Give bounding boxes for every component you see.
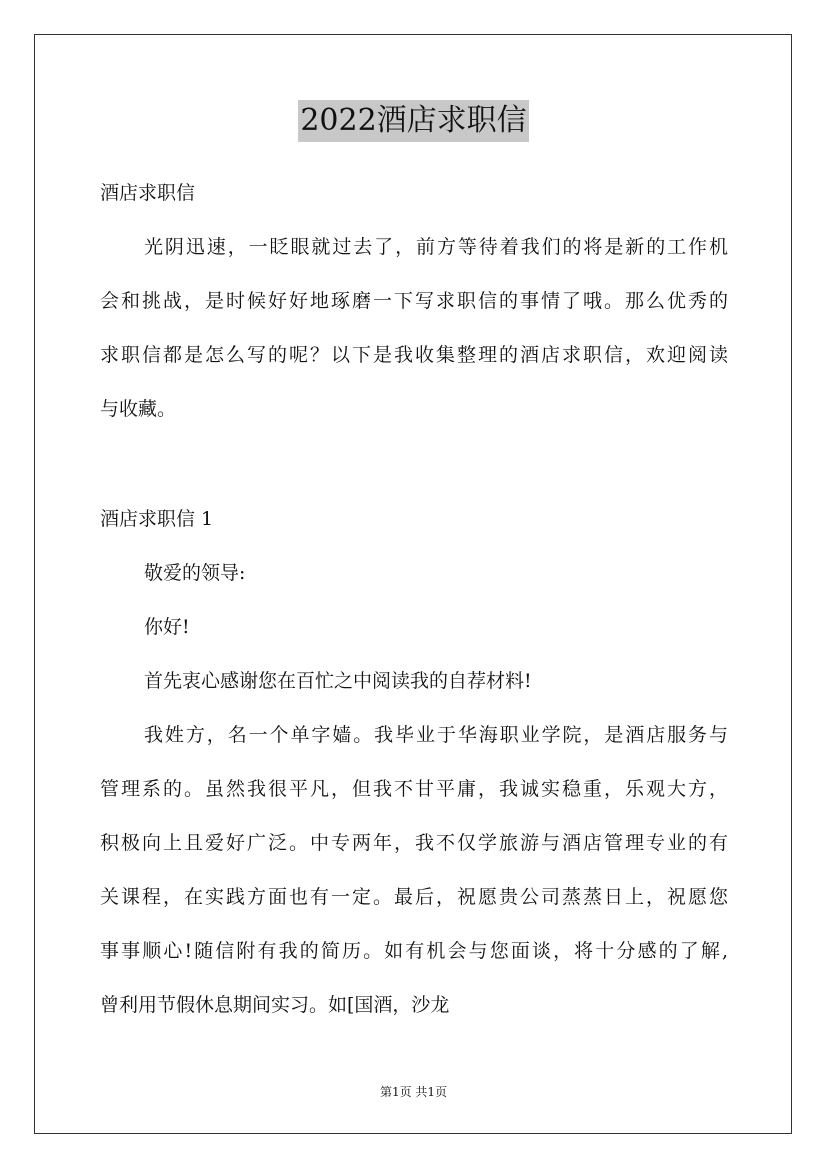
document-title: 2022酒店求职信 — [298, 100, 528, 142]
title-container — [0, 100, 827, 142]
thanks-line: 首先衷心感谢您在百忙之中阅读我的自荐材料! — [144, 670, 532, 692]
intro-line-1: 光阴迅速，一眨眼就过去了，前方等待着我们的将是新的工作机 — [144, 236, 728, 258]
section-heading: 酒店求职信 1 — [100, 508, 214, 530]
body-line-6: 曾利用节假休息期间实习。如[国酒，沙龙 — [100, 994, 450, 1016]
body-line-1: 我姓方，名一个单字嫱。我毕业于华海职业学院，是酒店服务与 — [144, 724, 728, 746]
body-line-5: 事事顺心!随信附有我的简历。如有机会与您面谈，将十分感的了解, — [100, 940, 728, 962]
body-line-3: 积极向上且爱好广泛。中专两年，我不仅学旅游与酒店管理专业的有 — [100, 832, 728, 854]
intro-line-4: 与收藏。 — [100, 398, 177, 420]
greeting: 你好! — [144, 616, 190, 638]
subtitle: 酒店求职信 — [100, 182, 196, 204]
intro-line-3: 求职信都是怎么写的呢？以下是我收集整理的酒店求职信，欢迎阅读 — [100, 344, 728, 366]
body-line-2: 管理系的。虽然我很平凡，但我不甘平庸，我诚实稳重，乐观大方， — [100, 778, 728, 800]
body-line-4: 关课程，在实践方面也有一定。最后，祝愿贵公司蒸蒸日上，祝愿您 — [100, 886, 728, 908]
salutation: 敬爱的领导: — [144, 562, 246, 584]
intro-line-2: 会和挑战，是时候好好地琢磨一下写求职信的事情了哦。那么优秀的 — [100, 290, 728, 312]
page-footer: 第1页 共1页 — [379, 1085, 448, 1099]
